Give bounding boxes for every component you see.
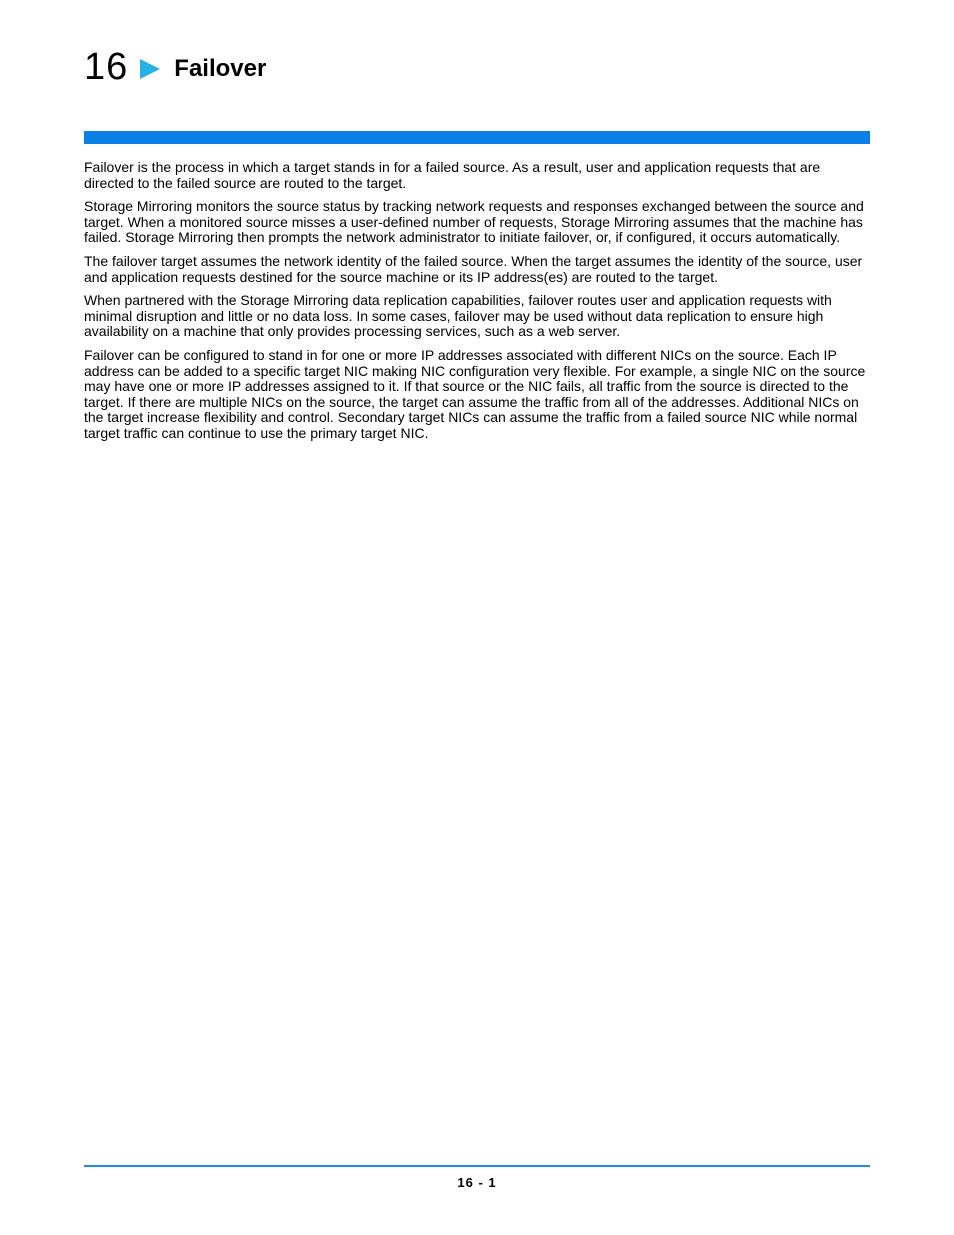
chapter-body bbox=[84, 160, 870, 450]
play-triangle-icon bbox=[140, 59, 160, 79]
chapter-number: 16 bbox=[84, 46, 129, 88]
body-paragraph: Failover is the process in which a target stands in for a failed source. As a result, user and application requests that are directed to the failed source are routed to the target. bbox=[84, 159, 821, 191]
footer-divider bbox=[84, 1165, 870, 1167]
chapter-header bbox=[84, 42, 266, 92]
body-paragraph: When partnered with the Storage Mirroring data replication capabilities, failover routes user and application requests with minimal disruption and little or no data loss. In some cases, failover may be used without data replication to ensure high availability on a machine that only provides processing services, such as a web server. bbox=[84, 292, 832, 340]
body-paragraph: The failover target assumes the network identity of the failed source. When the target assumes the identity of the source, user and application requests destined for the source machine or its IP address(es) are routed to the target. bbox=[84, 252, 863, 285]
title-divider-bar bbox=[84, 131, 870, 144]
page-number: 16 - 1 bbox=[457, 1175, 497, 1190]
body-paragraph: Failover can be configured to stand in for one or more IP addresses associated with different NICs on the source. Each IP address can be added to a specific target NIC making NIC configuration very flexible. For example, a single NIC on the source may have one or more IP addresses assigned to it. If that source or the NIC fails, all traffic from the source is directed to the target. If there are multiple NICs on the source, the target can assume the traffic from all of the addresses. Additional NICs on the target increase flexibility and control. Secondary target NICs can assume the traffic from a failed source NIC while normal target traffic can continue to use the primary target NIC. bbox=[84, 346, 866, 441]
chapter-title: Failover bbox=[174, 55, 267, 82]
body-paragraph: Storage Mirroring monitors the source status by tracking network requests and responses exchanged between the source and target. When a monitored source misses a user-defined number of requests, Storage Mirroring assumes that the machine has failed. Storage Mirroring then prompts the network administrator to initiate failover, or, if configured, it occurs automatically. bbox=[84, 198, 864, 246]
